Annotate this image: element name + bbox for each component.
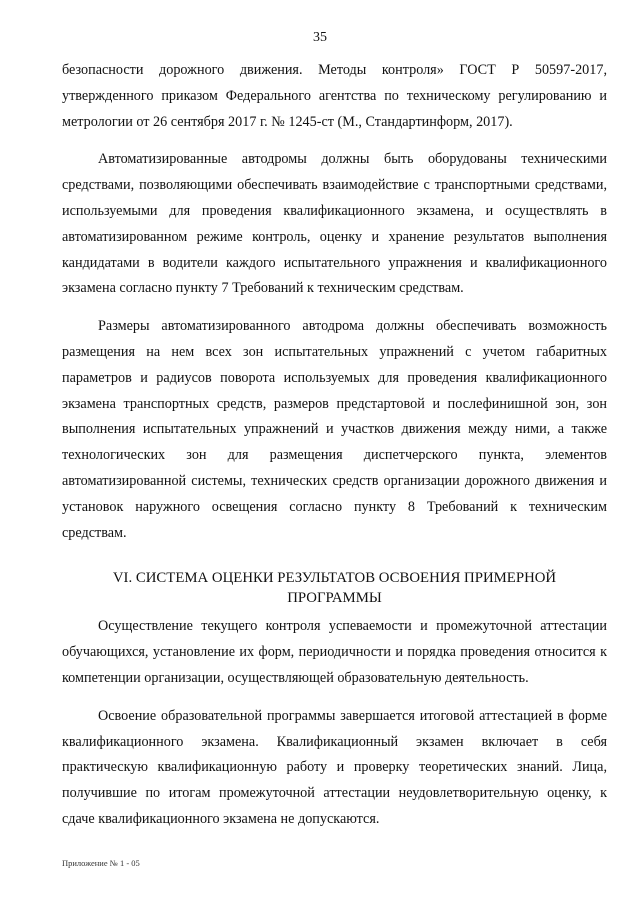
section-heading xyxy=(62,568,607,608)
footer-note: Приложение № 1 - 05 xyxy=(62,858,140,868)
paragraph-continuation: безопасности дорожного движения. Методы контроля» ГОСТ Р 50597-2017, утвержденного приказом Федерального агентства по техническому регулированию и метрологии от 26 сентября 2017 г. № 1245-ст (М., Стандартинформ, 2017). xyxy=(62,62,607,130)
document-body xyxy=(62,58,607,833)
paragraph-autodrome-equipment: Автоматизированные автодромы должны быть оборудованы техническими средствами, позволяющими обеспечивать взаимодействие с транспортными средствами, используемыми для проведения квалификационного экзамена, и осуществлять в автоматизированном режиме контроль, оценку и хранение результатов выполнения кандидатами в водители каждого испытательного упражнения и квалификационного экзамена согласно пункту 7 Требований к техническим средствам. xyxy=(62,151,607,297)
paragraph-current-control: Осуществление текущего контроля успеваемости и промежуточной аттестации обучающихся, установление их форм, периодичности и порядка проведения относится к компетенции организации, осуществляющей образовательную деятельность. xyxy=(62,618,607,686)
section-heading-line1: VI. СИСТЕМА ОЦЕНКИ РЕЗУЛЬТАТОВ ОСВОЕНИЯ ПРИМЕРНОЙ xyxy=(112,570,557,587)
paragraph-autodrome-dimensions: Размеры автоматизированного автодрома должны обеспечивать возможность размещения на нем всех зон испытательных упражнений с учетом габаритных параметров и радиусов поворота используемых для проведения квалификационного экзамена транспортных средств, размеров предстартовой и послефинишной зон, зон выполнения испытательных упражнений и участков движения между ними, а также технологических зон для размещения диспетчерского пункта, элементов автоматизированной системы, технических средств организации дорожного движения и установок наружного освещения согласно пункту 8 Требований к техническим средствам. xyxy=(62,318,607,541)
section-heading-line2: ПРОГРАММЫ xyxy=(287,590,382,607)
paragraph-final-attestation: Освоение образовательной программы завершается итоговой аттестацией в форме квалификационного экзамена. Квалификационный экзамен включает в себя практическую квалификационную работу и проверку теоретических знаний. Лица, получившие по итогам промежуточной аттестации неудовлетворительную оценку, к сдаче квалификационного экзамена не допускаются. xyxy=(62,707,607,827)
page-number: 35 xyxy=(313,30,327,45)
